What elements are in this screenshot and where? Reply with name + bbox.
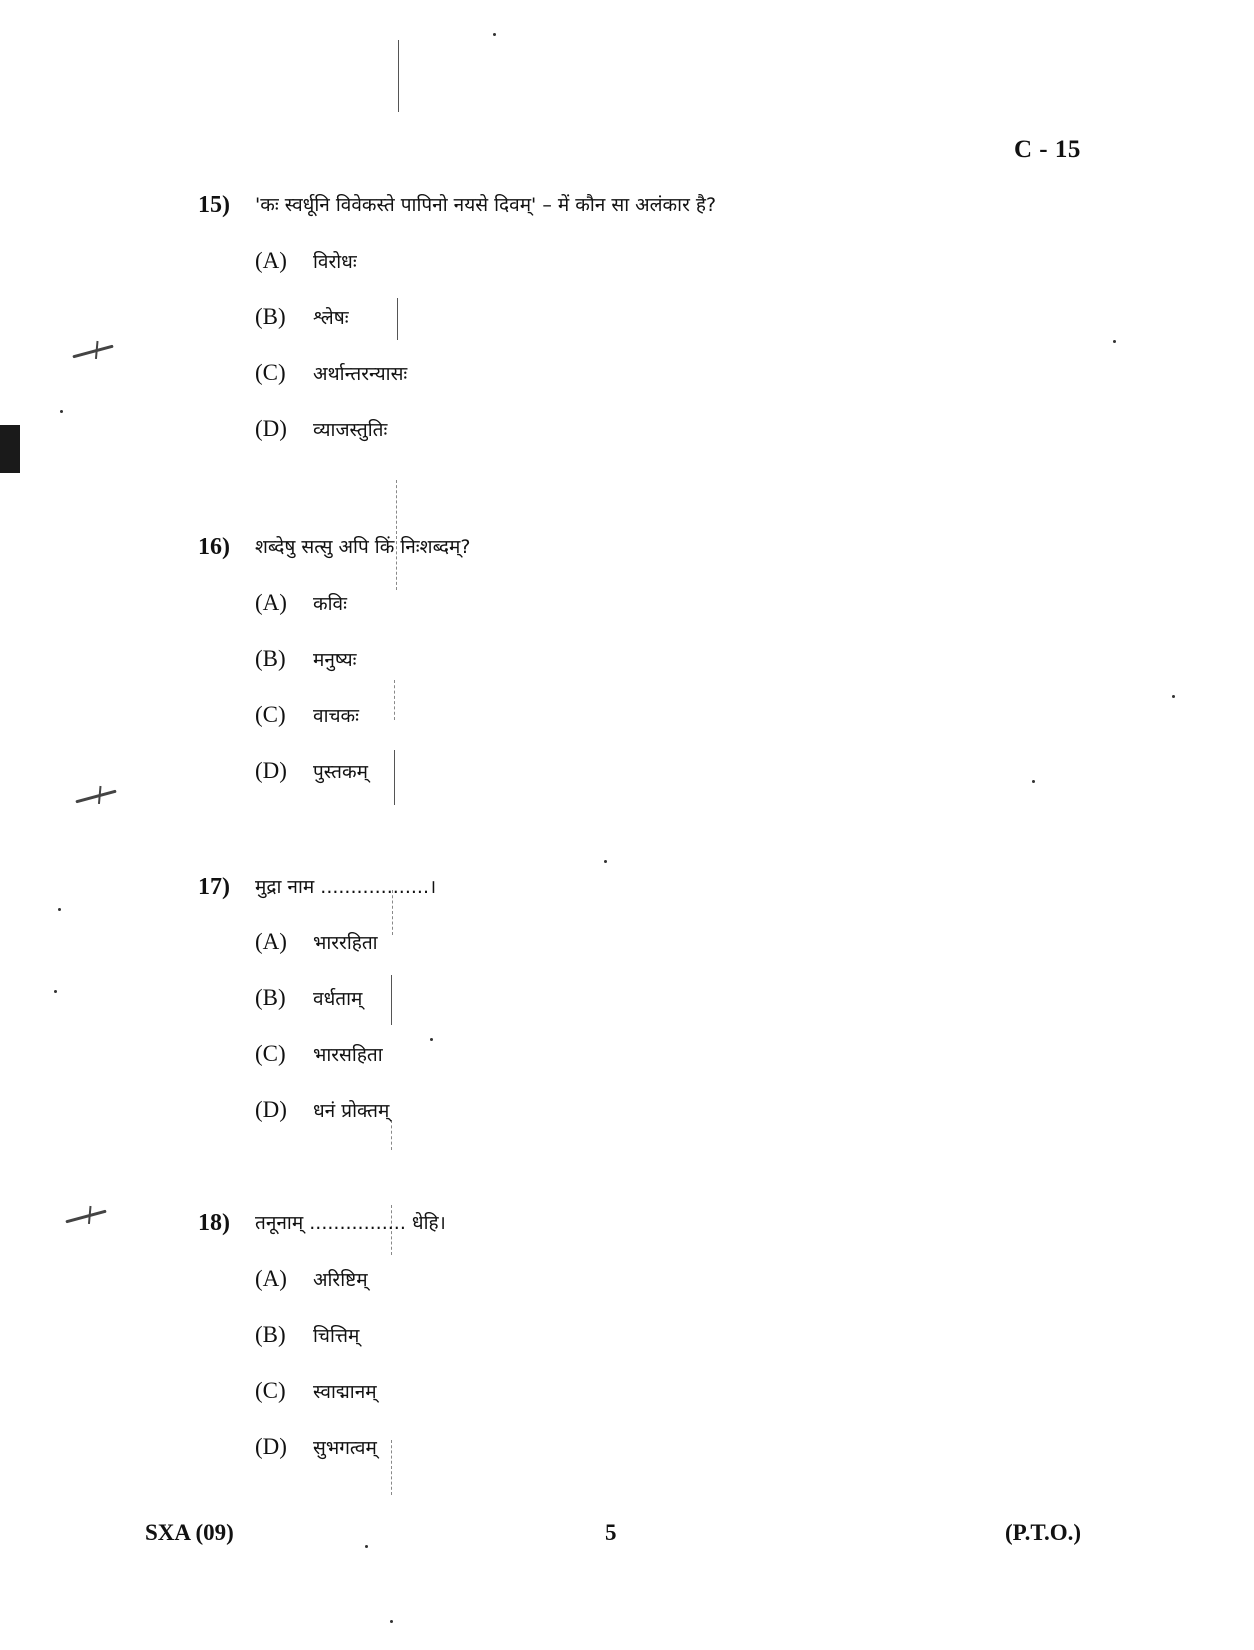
option-text: कविः	[313, 593, 347, 615]
option-letter: (B)	[255, 304, 286, 329]
option-text: वाचकः	[313, 705, 359, 727]
option-text: वर्धताम्	[313, 988, 363, 1010]
scan-fold-line	[391, 1120, 392, 1150]
option-b	[255, 1322, 359, 1352]
scan-fold-line	[394, 680, 395, 720]
option-letter: (A)	[255, 1266, 287, 1291]
scan-edge-mark	[0, 425, 20, 473]
option-a	[255, 590, 347, 620]
question-text: 'कः स्वर्धूनि विवेकस्ते पापिनो नयसे दिवम्' – में कौन सा अलंकार है?	[255, 194, 717, 216]
question-text: तनूनाम् ................ धेहि।	[255, 1212, 446, 1234]
option-letter: (D)	[255, 416, 287, 441]
scan-fold-line	[391, 1440, 392, 1495]
option-b	[255, 646, 357, 676]
option-text: पुस्तकम्	[313, 761, 368, 783]
option-text: धनं प्रोक्तम्	[313, 1100, 390, 1122]
option-d	[255, 758, 368, 788]
option-c	[255, 702, 359, 732]
option-letter: (D)	[255, 758, 287, 783]
scan-speck	[430, 1038, 433, 1041]
option-letter: (C)	[255, 1041, 286, 1066]
option-c	[255, 360, 407, 390]
scan-speck	[390, 1620, 393, 1623]
scan-smudge	[75, 790, 116, 804]
question-number: 15)	[198, 192, 230, 218]
option-letter: (B)	[255, 646, 286, 671]
option-letter: (A)	[255, 590, 287, 615]
question-number: 17)	[198, 874, 230, 900]
scan-speck	[1172, 695, 1175, 698]
scan-speck	[493, 33, 496, 36]
option-d	[255, 416, 387, 446]
option-letter: (B)	[255, 1322, 286, 1347]
option-b	[255, 985, 362, 1015]
option-text: अरिष्टिम्	[313, 1269, 368, 1291]
please-turn-over: (P.T.O.)	[1005, 1520, 1082, 1545]
option-letter: (A)	[255, 248, 287, 273]
option-d	[255, 1097, 389, 1127]
scan-fold-line	[394, 750, 395, 805]
option-b	[255, 304, 349, 334]
scan-smudge	[72, 345, 113, 359]
page-number: 5	[605, 1520, 617, 1545]
option-text: सुभगत्वम्	[313, 1437, 377, 1459]
scan-fold-line	[391, 975, 392, 1025]
option-a	[255, 248, 357, 278]
option-letter: (D)	[255, 1434, 287, 1459]
option-text: चित्तिम्	[313, 1325, 360, 1347]
page-code: C - 15	[1014, 136, 1081, 163]
option-d	[255, 1434, 377, 1464]
scan-speck	[365, 1545, 368, 1548]
option-letter: (C)	[255, 360, 286, 385]
option-letter: (D)	[255, 1097, 287, 1122]
scan-speck	[54, 990, 57, 993]
scan-speck	[604, 860, 607, 863]
scan-speck	[60, 410, 63, 413]
scan-speck	[1032, 780, 1035, 783]
option-letter: (C)	[255, 1378, 286, 1403]
question-text: मुद्रा नाम ..................।	[255, 876, 437, 898]
option-a	[255, 1266, 368, 1296]
question-text: शब्देषु सत्सु अपि किं निःशब्दम्?	[255, 536, 471, 558]
scan-speck	[1113, 340, 1116, 343]
question-number: 18)	[198, 1210, 230, 1236]
option-text: विरोधः	[313, 251, 357, 273]
option-text: श्लेषः	[313, 307, 349, 329]
option-text: स्वाद्मानम्	[313, 1381, 377, 1403]
option-letter: (A)	[255, 929, 287, 954]
paper-code: SXA (09)	[145, 1520, 234, 1545]
option-text: भारसहिता	[313, 1044, 383, 1066]
option-text: मनुष्यः	[313, 649, 357, 671]
scan-smudge	[65, 1210, 106, 1224]
scan-fold-line	[397, 298, 398, 340]
scan-speck	[58, 908, 61, 911]
option-c	[255, 1378, 377, 1408]
option-a	[255, 929, 378, 959]
scan-fold-line	[398, 40, 399, 112]
option-text: भाररहिता	[313, 932, 378, 954]
question-number: 16)	[198, 534, 230, 560]
option-text: अर्थान्तरन्यासः	[313, 363, 408, 385]
option-letter: (B)	[255, 985, 286, 1010]
option-letter: (C)	[255, 702, 286, 727]
option-text: व्याजस्तुतिः	[313, 419, 388, 441]
option-c	[255, 1041, 383, 1071]
